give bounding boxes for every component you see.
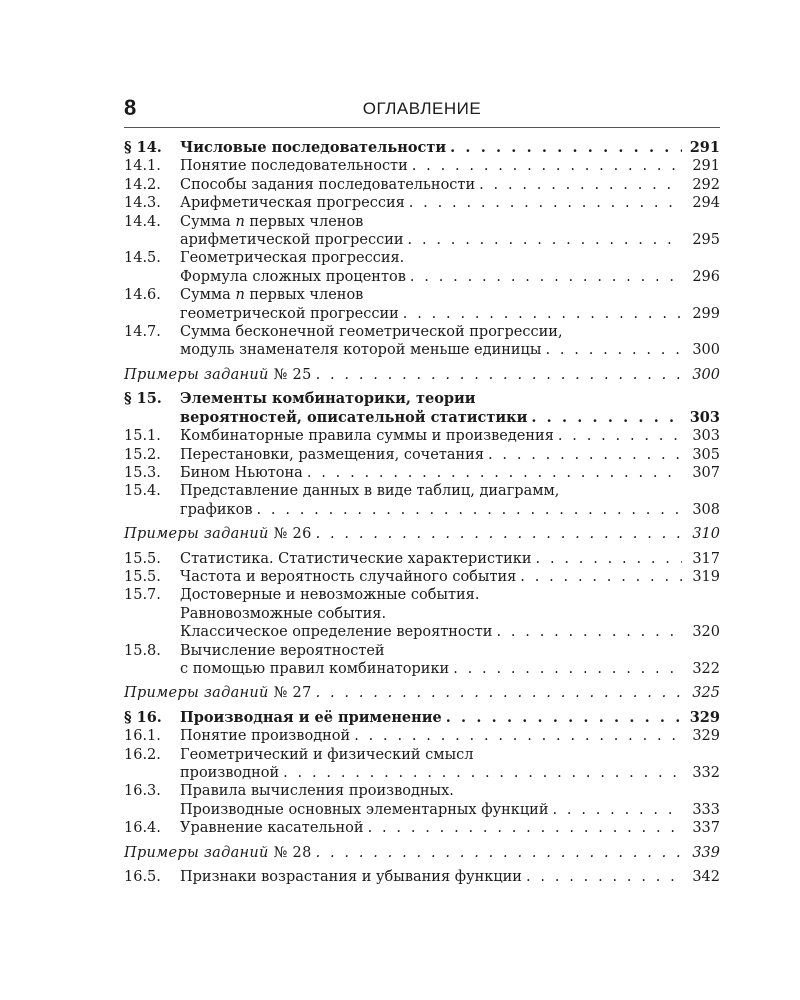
page-title: ОГЛАВЛЕНИЕ [362,99,482,118]
toc-entry[interactable] [124,464,720,482]
toc-entry-title: Сумма n первых членов [180,287,364,304]
toc-entry-title: Бином Ньютона [180,464,303,481]
dot-leader [316,844,682,862]
book-page [124,93,720,886]
toc-entry-number: 14.5. [124,250,161,267]
toc-page-number: 339 [692,844,720,861]
dot-leader [403,305,682,323]
toc-examples-entry[interactable] [124,844,720,862]
dot-leader [450,139,682,157]
toc-entry-title: Числовые последовательности [180,139,447,156]
toc-page-number: 329 [692,728,720,745]
toc-entry[interactable] [124,568,720,586]
toc-entry[interactable] [124,427,720,445]
toc-section-entry[interactable] [124,139,720,157]
toc-entry[interactable] [124,286,720,323]
dot-leader [283,764,682,782]
toc-page-number: 305 [692,446,720,463]
page-number: 8 [124,95,137,120]
dot-leader [307,464,682,482]
toc-entry-title: Уравнение касательной [180,820,364,837]
toc-entry[interactable] [124,746,720,783]
toc-entry-title: Формула сложных процентов [180,268,406,285]
dot-leader [552,801,682,819]
toc-entry-number: § 15. [124,390,162,408]
table-of-contents [124,139,720,886]
toc-entry-title: Представление данных в виде таблиц, диаграмм, [180,483,560,500]
toc-page-number: 319 [692,568,720,585]
dot-leader [316,366,682,384]
toc-examples-entry[interactable] [124,684,720,702]
toc-entry-number: 14.3. [124,195,161,212]
toc-entry-number: 15.8. [124,642,161,659]
examples-number: № 25 [273,366,312,383]
toc-entry-title: Сумма бесконечной геометрической прогрессии, [180,324,563,341]
dot-leader [446,709,682,727]
toc-page-number: 337 [692,820,720,837]
toc-examples-entry[interactable] [124,525,720,543]
toc-entry-title: вероятностей, описательной статистики [180,408,528,426]
dot-leader [488,446,682,464]
toc-entry-title: Достоверные и невозможные события. [180,587,480,604]
toc-entry[interactable] [124,727,720,745]
toc-entry[interactable] [124,213,720,250]
variable-n: n [235,213,245,230]
toc-page-number: 303 [689,408,720,426]
toc-page-number: 317 [692,550,720,567]
toc-entry[interactable] [124,323,720,360]
dot-leader [409,194,682,212]
dot-leader [354,727,682,745]
examples-label: Примеры заданий [124,844,269,861]
examples-label: Примеры заданий [124,526,269,543]
toc-entry[interactable] [124,157,720,175]
toc-entry-title: Признаки возрастания и убывания функции [180,869,522,886]
toc-entry-title: Производная и её применение [180,708,442,726]
toc-page-number: 295 [692,232,720,249]
dot-leader [316,525,682,543]
toc-entry-title: Понятие последовательности [180,158,408,175]
toc-entry-title [124,684,312,702]
toc-entry-number: 15.4. [124,483,161,500]
variable-n: n [235,287,245,304]
dot-leader [410,268,682,286]
toc-entry-title: геометрической прогрессии [180,305,399,322]
toc-page-number: 303 [692,428,720,445]
examples-number: № 26 [273,526,312,543]
toc-entry[interactable] [124,550,720,568]
toc-page-number: 310 [692,526,720,543]
toc-entry-title: Статистика. Статистические характеристики [180,550,532,567]
toc-entry[interactable] [124,176,720,194]
dot-leader [536,550,682,568]
toc-entry-title: Частота и вероятность случайного события [180,568,517,585]
toc-section-entry[interactable] [124,709,720,727]
dot-leader [558,427,682,445]
toc-entry-number: 15.7. [124,587,161,604]
toc-page-number: 296 [692,268,720,285]
toc-page-number: 300 [692,366,720,383]
toc-entry-title [124,366,312,384]
toc-entry-title: Перестановки, размещения, сочетания [180,446,484,463]
toc-section-entry[interactable] [124,390,720,427]
toc-entry-title [124,525,312,543]
dot-leader [453,660,682,678]
toc-entry-number: 14.7. [124,324,161,341]
toc-entry[interactable] [124,249,720,286]
dot-leader [316,684,682,702]
toc-entry-number: 14.6. [124,287,161,304]
dot-leader [257,501,683,519]
toc-page-number: 320 [692,624,720,641]
toc-entry-title: Геометрический и физический смысл [180,746,474,763]
toc-entry-title: Классическое определение вероятности [180,624,493,641]
examples-label: Примеры заданий [124,366,269,383]
toc-page-number: 308 [692,501,720,518]
dot-leader [526,868,682,886]
toc-entry-number: 16.4. [124,820,161,837]
toc-entry-number: 14.2. [124,176,161,193]
toc-entry-title: с помощью правил комбинаторики [180,660,450,677]
toc-entry-title: Вычисление вероятностей [180,642,385,659]
toc-entry[interactable] [124,868,720,886]
toc-entry-number: 16.1. [124,728,161,745]
toc-entry-title: графиков [180,501,253,518]
examples-number: № 27 [273,685,312,702]
dot-leader [496,623,682,641]
toc-page-number: 325 [692,685,720,702]
toc-page-number: 322 [692,660,720,677]
toc-page-number: 333 [692,801,720,818]
toc-entry-title: Способы задания последовательности [180,176,476,193]
toc-entry-number: 15.5. [124,568,161,585]
toc-entry-title: Равновозможные события. [180,605,387,622]
toc-entry-number: 15.1. [124,428,161,445]
toc-page-number: 307 [692,464,720,481]
toc-entry-number: 14.1. [124,158,161,175]
toc-entry-title [124,844,312,862]
toc-entry-number: 14.4. [124,213,161,230]
toc-page-number: 299 [692,305,720,322]
toc-page-number: 294 [692,195,720,212]
toc-entry-number: 15.5. [124,550,161,567]
toc-entry-title: Производные основных элементарных функций [180,801,549,818]
toc-entry-title: Элементы комбинаторики, теории [180,390,476,408]
dot-leader [412,157,682,175]
toc-entry[interactable] [124,782,720,819]
toc-page-number: 300 [692,342,720,359]
toc-page-number: 291 [692,158,720,175]
toc-entry-title: Геометрическая прогрессия. [180,250,405,267]
toc-entry-number: 15.2. [124,446,161,463]
toc-entry-number: 16.5. [124,869,161,886]
toc-entry[interactable] [124,194,720,212]
dot-leader [545,341,682,359]
toc-entry-number: 15.3. [124,464,161,481]
toc-entry-title: модуль знаменателя которой меньше единицы [180,342,542,359]
dot-leader [531,409,682,427]
dot-leader [408,231,682,249]
toc-entry[interactable] [124,642,720,679]
toc-entry-number: § 16. [124,708,162,726]
dot-leader [520,568,682,586]
toc-page-number: 342 [692,869,720,886]
toc-entry-title: Сумма n первых членов [180,213,364,230]
page-header [124,93,720,128]
toc-entry-number: 16.3. [124,783,161,800]
examples-number: № 28 [273,844,312,861]
toc-page-number: 332 [692,765,720,781]
examples-label: Примеры заданий [124,685,269,702]
toc-entry-title: Правила вычисления производных. [180,783,454,800]
toc-page-number: 291 [689,139,720,156]
dot-leader [479,176,682,194]
toc-examples-entry[interactable] [124,366,720,384]
toc-entry-title: производной [180,765,280,781]
toc-entry[interactable] [124,446,720,464]
toc-entry-title: Понятие производной [180,728,351,745]
toc-entry[interactable] [124,482,720,519]
toc-entry-number: § 14. [124,139,162,156]
toc-entry-number: 16.2. [124,746,161,763]
dot-leader [368,819,682,837]
toc-entry-title: арифметической прогрессии [180,232,404,249]
toc-entry[interactable] [124,819,720,837]
toc-page-number: 329 [689,708,720,726]
toc-page-number: 292 [692,176,720,193]
toc-entry[interactable] [124,586,720,641]
toc-entry-title: Арифметическая прогрессия [180,195,405,212]
toc-entry-title: Комбинаторные правила суммы и произведения [180,428,554,445]
